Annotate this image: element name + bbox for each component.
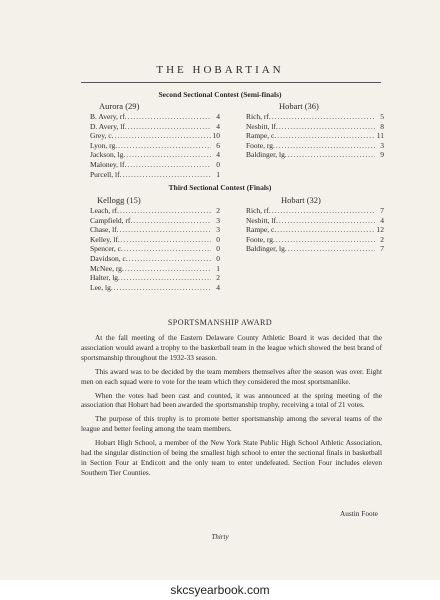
leader-dots xyxy=(277,131,375,141)
roster-row xyxy=(246,131,384,141)
player-name: Campfield, rf. xyxy=(90,215,133,225)
leader-dots xyxy=(118,141,211,151)
player-points: 4 xyxy=(216,121,220,131)
roster-row xyxy=(246,235,384,245)
leader-dots xyxy=(124,244,211,254)
leader-dots xyxy=(272,112,375,122)
roster-row xyxy=(90,131,220,141)
player-points: 2 xyxy=(216,273,220,283)
final-left-roster xyxy=(90,206,220,292)
player-name: Chase, lf. xyxy=(90,225,119,235)
player-name: Halter, lg. xyxy=(90,273,120,283)
player-points: 5 xyxy=(380,112,384,121)
leader-dots xyxy=(122,170,211,180)
player-name: Foote, rg. xyxy=(246,234,275,244)
player-name: Purcell, lf. xyxy=(90,169,122,179)
leader-dots xyxy=(128,112,211,122)
player-points: 0 xyxy=(216,253,220,263)
player-name: Rich, rf. xyxy=(246,112,271,121)
player-points: 4 xyxy=(216,112,220,121)
roster-row xyxy=(90,150,220,160)
player-points: 6 xyxy=(216,140,220,150)
player-points: 10 xyxy=(212,131,220,141)
player-points: 0 xyxy=(216,159,220,169)
leader-dots xyxy=(114,283,211,293)
roster-row xyxy=(246,122,384,132)
player-name: Spencer, c. xyxy=(90,244,123,254)
leader-dots xyxy=(128,122,211,132)
leader-dots xyxy=(125,264,211,274)
player-name: Leach, rf. xyxy=(90,206,119,215)
player-points: 0 xyxy=(216,244,220,254)
site-watermark: skcsyearbook.com xyxy=(0,580,440,600)
player-name: Nesbitt, lf. xyxy=(246,121,278,131)
final-heading: Third Sectional Contest (Finals) xyxy=(168,183,272,192)
roster-row xyxy=(246,150,384,160)
player-name: McNee, rg. xyxy=(90,263,124,273)
leader-dots xyxy=(276,141,375,151)
award-title: SPORTSMANSHIP AWARD xyxy=(167,318,273,327)
roster-row xyxy=(90,216,220,226)
semifinal-right-roster xyxy=(246,112,384,160)
player-name: Lee, lg. xyxy=(90,282,113,292)
player-name: Baldinger, lg. xyxy=(246,150,287,160)
semifinal-left-team: Aurora (29) xyxy=(99,101,140,111)
roster-row xyxy=(90,160,220,170)
semifinal-right-team: Hobart (36) xyxy=(279,101,319,111)
player-name: Rich, rf. xyxy=(246,206,271,215)
player-name: Grey, c. xyxy=(90,131,114,141)
roster-row xyxy=(90,244,220,254)
roster-row xyxy=(246,244,384,254)
author-signature: Austin Foote xyxy=(340,509,378,518)
award-paragraph: The purpose of this trophy is to promote better sportsmanship among the several teams of the league and better feeling among the team members. xyxy=(81,414,382,434)
semifinal-heading: Second Sectional Contest (Semi-finals) xyxy=(158,90,282,99)
player-name: Jackson, lg. xyxy=(90,150,126,160)
final-right-team: Hobart (32) xyxy=(281,195,321,205)
leader-dots xyxy=(120,206,211,216)
player-points: 12 xyxy=(376,225,384,235)
award-paragraph: When the votes had been cast and counted, it was announced at the spring meeting of the association that Hobart had been awarded the sportsmanship trophy, receiving a total of 21 votes. xyxy=(81,390,382,410)
page-number: Thirty xyxy=(211,533,229,541)
leader-dots xyxy=(279,122,375,132)
roster-row xyxy=(90,122,220,132)
award-body xyxy=(81,333,382,482)
player-name: Baldinger, lg. xyxy=(246,244,287,254)
roster-row xyxy=(90,283,220,293)
roster-row xyxy=(90,112,220,122)
player-name: Maloney, lf. xyxy=(90,159,127,169)
leader-dots xyxy=(121,235,211,245)
player-name: Lyon, rg. xyxy=(90,140,118,150)
player-name: D. Avery, lf. xyxy=(90,121,127,131)
player-points: 7 xyxy=(380,244,384,254)
roster-row xyxy=(90,235,220,245)
player-points: 4 xyxy=(380,215,384,225)
player-points: 8 xyxy=(380,121,384,131)
roster-row xyxy=(90,225,220,235)
leader-dots xyxy=(127,160,211,170)
player-points: 2 xyxy=(380,234,384,244)
award-paragraph: Hobart High School, a member of the New York State Public High School Athletic Association, had the singular distinction of being the smallest high school to enter the sectional finals in basketball in Section Four at Endicott and the only team to enter undefeated. Section Four includes eleven Southern Tier Counties. xyxy=(81,438,382,477)
player-points: 1 xyxy=(216,169,220,179)
player-points: 3 xyxy=(216,215,220,225)
roster-row xyxy=(90,254,220,264)
semifinal-left-roster xyxy=(90,112,220,179)
leader-dots xyxy=(114,131,211,141)
player-points: 7 xyxy=(380,206,384,215)
player-points: 3 xyxy=(216,225,220,235)
final-left-team: Kellogg (15) xyxy=(97,195,141,205)
player-points: 2 xyxy=(216,206,220,215)
leader-dots xyxy=(288,244,375,254)
player-points: 0 xyxy=(216,234,220,244)
leader-dots xyxy=(279,216,375,226)
player-points: 9 xyxy=(380,150,384,160)
roster-row xyxy=(90,264,220,274)
player-points: 3 xyxy=(380,140,384,150)
award-paragraph: This award was to be decided by the team members themselves after the season was over. Eight men on each squad were to vote for the team which they considered the most sportsmanlike. xyxy=(81,366,382,386)
roster-row xyxy=(90,141,220,151)
player-name: Kelley, lf. xyxy=(90,234,120,244)
player-name: Foote, rg. xyxy=(246,140,275,150)
player-name: Davidson, c. xyxy=(90,253,128,263)
player-name: Rampe, c. xyxy=(246,225,277,235)
leader-dots xyxy=(272,206,375,216)
header-rule xyxy=(81,82,381,83)
roster-row xyxy=(246,216,384,226)
leader-dots xyxy=(120,225,211,235)
leader-dots xyxy=(121,273,211,283)
roster-row xyxy=(246,206,384,216)
leader-dots xyxy=(133,216,211,226)
page-header-title: THE HOBARTIAN xyxy=(156,64,284,76)
player-points: 4 xyxy=(216,282,220,292)
leader-dots xyxy=(276,235,375,245)
roster-row xyxy=(90,170,220,180)
final-right-roster xyxy=(246,206,384,254)
leader-dots xyxy=(277,225,375,235)
leader-dots xyxy=(288,150,375,160)
leader-dots xyxy=(129,254,211,264)
award-paragraph: At the fall meeting of the Eastern Delaware County Athletic Board it was decided that the association would award a trophy to the basketball team in the league which showed the best brand of sportsmanship throughout the 1932-33 season. xyxy=(81,333,382,362)
player-points: 4 xyxy=(216,150,220,160)
roster-row xyxy=(90,273,220,283)
leader-dots xyxy=(126,150,211,160)
roster-row xyxy=(246,141,384,151)
roster-row xyxy=(246,225,384,235)
roster-row xyxy=(90,206,220,216)
player-name: Nesbitt, lf. xyxy=(246,215,278,225)
player-points: 11 xyxy=(376,131,384,141)
roster-row xyxy=(246,112,384,122)
player-name: B. Avery, rf. xyxy=(90,112,127,121)
player-name: Rampe, c. xyxy=(246,131,277,141)
player-points: 1 xyxy=(216,263,220,273)
